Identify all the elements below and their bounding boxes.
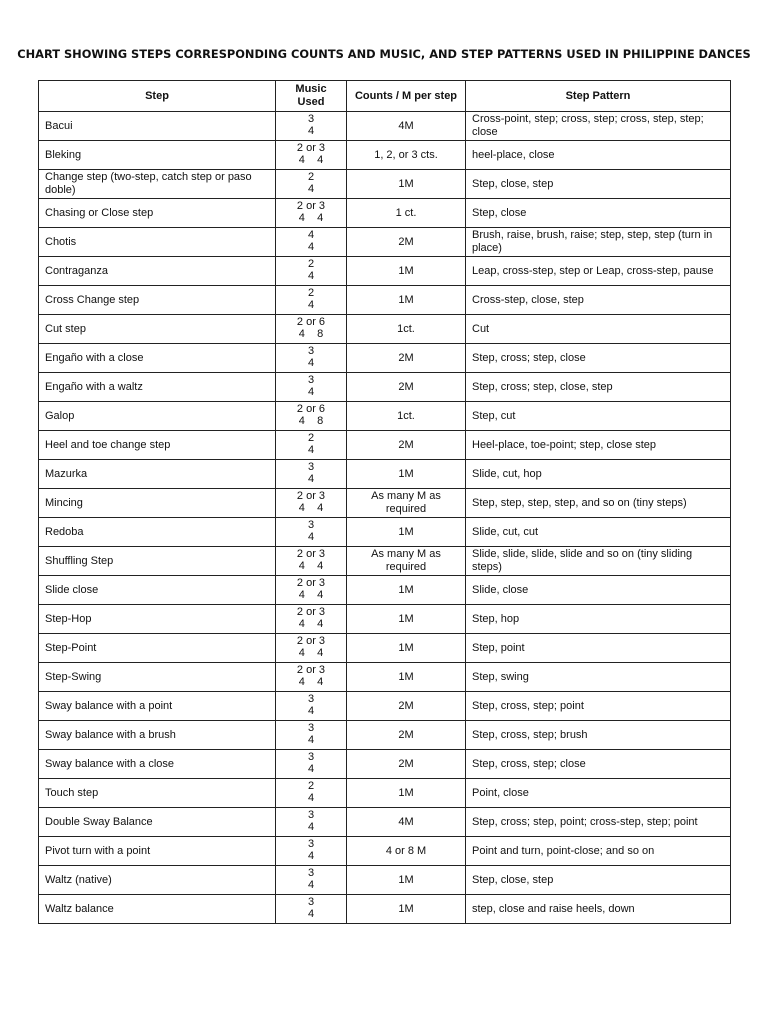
counts-cell: 1M [347,663,466,692]
page-title: CHART SHOWING STEPS CORRESPONDING COUNTS AND MUSIC, AND STEP PATTERNS USED IN PHILIPPINE DANCES [17,47,751,61]
music-used-cell [276,315,347,344]
time-signature-top: 2 [307,432,315,445]
table-row [39,431,731,460]
music-used-cell [276,547,347,576]
time-signature-top: 3 [307,722,315,735]
music-used-cell [276,895,347,924]
table-row [39,315,731,344]
table-row [39,808,731,837]
table-row [39,721,731,750]
time-signature-top: 2 or 6 [296,316,326,329]
table-row [39,460,731,489]
step-pattern-cell: Point, close [466,779,731,808]
step-pattern-cell: Slide, slide, slide, slide and so on (tiny sliding steps) [466,547,731,576]
time-signature-bottom: 4 [307,443,315,456]
time-signature-top: 2 or 3 [296,577,326,590]
time-signature-top: 2 [307,287,315,300]
time-signature [308,462,314,485]
step-pattern-cell: Step, step, step, step, and so on (tiny steps) [466,489,731,518]
header-music-line2: Used [297,96,325,108]
time-signature-bottom: 4 [307,878,315,891]
step-name-cell: Cross Change step [39,286,276,315]
table-row [39,489,731,518]
music-used-cell [276,779,347,808]
step-name-cell: Waltz (native) [39,866,276,895]
step-name-cell: Chasing or Close step [39,199,276,228]
time-signature [297,665,325,688]
table-row [39,344,731,373]
table-row [39,228,731,257]
table-row [39,750,731,779]
time-signature-top: 3 [307,809,315,822]
music-used-cell [276,634,347,663]
step-pattern-cell: Step, cross, step; close [466,750,731,779]
header-music-line1: Music [295,83,327,95]
step-name-cell: Engaño with a close [39,344,276,373]
header-step-pattern: Step Pattern [466,81,731,112]
time-signature [308,375,314,398]
music-used-cell [276,837,347,866]
step-pattern-cell: Slide, close [466,576,731,605]
step-pattern-cell: Brush, raise, brush, raise; step, step, step (turn in place) [466,228,731,257]
time-signature-bottom: 4 4 [298,153,324,166]
time-signature-top: 2 [307,780,315,793]
time-signature [308,259,314,282]
time-signature-bottom: 4 [307,182,315,195]
table-row [39,112,731,141]
step-pattern-cell: Cross-point, step; cross, step; cross, step, step; close [466,112,731,141]
time-signature-bottom: 4 4 [298,617,324,630]
time-signature-top: 3 [307,374,315,387]
time-signature-top: 2 or 3 [296,200,326,213]
step-name-cell: Engaño with a waltz [39,373,276,402]
time-signature [308,520,314,543]
counts-cell: 4 or 8 M [347,837,466,866]
table-row [39,895,731,924]
step-name-cell: Redoba [39,518,276,547]
step-name-cell: Galop [39,402,276,431]
table-row [39,837,731,866]
step-pattern-cell: Step, point [466,634,731,663]
time-signature-bottom: 4 4 [298,646,324,659]
table-row [39,663,731,692]
counts-cell: 1M [347,460,466,489]
time-signature-top: 4 [307,229,315,242]
step-name-cell: Heel and toe change step [39,431,276,460]
time-signature [297,549,325,572]
counts-cell: 2M [347,344,466,373]
steps-table [38,80,731,924]
step-pattern-cell: Step, close [466,199,731,228]
time-signature-top: 3 [307,867,315,880]
time-signature-top: 3 [307,693,315,706]
time-signature [297,578,325,601]
step-name-cell: Sway balance with a close [39,750,276,779]
step-pattern-cell: Step, cross, step; point [466,692,731,721]
time-signature-bottom: 4 4 [298,675,324,688]
counts-cell: 2M [347,692,466,721]
counts-cell: 1ct. [347,402,466,431]
counts-cell: 1M [347,576,466,605]
step-pattern-cell: heel-place, close [466,141,731,170]
step-name-cell: Bacui [39,112,276,141]
counts-cell: 1M [347,286,466,315]
counts-cell: 4M [347,808,466,837]
counts-cell: 1M [347,605,466,634]
time-signature-bottom: 4 8 [298,327,324,340]
table-body [39,112,731,924]
time-signature [297,143,325,166]
time-signature-top: 3 [307,838,315,851]
step-name-cell: Pivot turn with a point [39,837,276,866]
counts-cell: 2M [347,431,466,460]
time-signature-top: 3 [307,345,315,358]
counts-cell: 4M [347,112,466,141]
time-signature [297,491,325,514]
table-row [39,402,731,431]
time-signature [297,607,325,630]
time-signature-bottom: 4 4 [298,501,324,514]
time-signature-top: 2 or 3 [296,490,326,503]
header-counts: Counts / M per step [347,81,466,112]
table-row [39,257,731,286]
step-pattern-cell: Step, close, step [466,170,731,199]
table-row [39,373,731,402]
header-step: Step [39,81,276,112]
step-name-cell: Slide close [39,576,276,605]
table-row [39,199,731,228]
table-row [39,547,731,576]
step-pattern-cell: Step, hop [466,605,731,634]
counts-cell: 2M [347,721,466,750]
table-row [39,692,731,721]
step-pattern-cell: Step, swing [466,663,731,692]
step-name-cell: Step-Swing [39,663,276,692]
music-used-cell [276,112,347,141]
step-name-cell: Chotis [39,228,276,257]
table-row [39,779,731,808]
time-signature-bottom: 4 [307,530,315,543]
table-row [39,576,731,605]
step-name-cell: Mazurka [39,460,276,489]
time-signature-bottom: 4 [307,385,315,398]
music-used-cell [276,663,347,692]
step-name-cell: Cut step [39,315,276,344]
table-header-row [39,81,731,112]
time-signature [308,781,314,804]
time-signature-bottom: 4 4 [298,559,324,572]
step-name-cell: Waltz balance [39,895,276,924]
time-signature-top: 2 or 3 [296,635,326,648]
step-pattern-cell: Point and turn, point-close; and so on [466,837,731,866]
time-signature-bottom: 4 4 [298,211,324,224]
time-signature [308,897,314,920]
time-signature-top: 2 or 3 [296,664,326,677]
step-name-cell: Contraganza [39,257,276,286]
step-name-cell: Step-Hop [39,605,276,634]
time-signature-top: 2 or 3 [296,606,326,619]
time-signature-top: 3 [307,113,315,126]
time-signature [308,868,314,891]
time-signature-top: 3 [307,896,315,909]
time-signature-top: 3 [307,519,315,532]
time-signature [308,346,314,369]
time-signature-bottom: 4 [307,124,315,137]
time-signature-top: 2 or 3 [296,548,326,561]
counts-cell: 1M [347,170,466,199]
music-used-cell [276,750,347,779]
header-music-used [276,81,347,112]
table-row [39,866,731,895]
counts-cell: 2M [347,750,466,779]
counts-cell: 1ct. [347,315,466,344]
music-used-cell [276,199,347,228]
step-pattern-cell: Step, cross, step; brush [466,721,731,750]
time-signature [308,114,314,137]
table-row [39,286,731,315]
step-pattern-cell: Cross-step, close, step [466,286,731,315]
time-signature [308,752,314,775]
step-pattern-cell: Slide, cut, cut [466,518,731,547]
time-signature-bottom: 4 [307,269,315,282]
music-used-cell [276,344,347,373]
counts-cell: 1, 2, or 3 cts. [347,141,466,170]
time-signature-bottom: 4 [307,849,315,862]
time-signature-bottom: 4 [307,298,315,311]
music-used-cell [276,866,347,895]
time-signature-top: 2 or 3 [296,142,326,155]
step-pattern-cell: Step, cross; step, point; cross-step, step; point [466,808,731,837]
time-signature-top: 3 [307,461,315,474]
counts-cell: 1M [347,866,466,895]
counts-cell: As many M as required [347,547,466,576]
time-signature-bottom: 4 [307,762,315,775]
time-signature [308,810,314,833]
time-signature-bottom: 4 [307,240,315,253]
table-row [39,170,731,199]
music-used-cell [276,431,347,460]
time-signature [308,288,314,311]
time-signature-bottom: 4 [307,907,315,920]
time-signature-bottom: 4 [307,472,315,485]
music-used-cell [276,402,347,431]
music-used-cell [276,489,347,518]
table-row [39,634,731,663]
music-used-cell [276,692,347,721]
music-used-cell [276,141,347,170]
counts-cell: 1M [347,634,466,663]
step-name-cell: Touch step [39,779,276,808]
step-pattern-cell: Cut [466,315,731,344]
time-signature [308,433,314,456]
music-used-cell [276,228,347,257]
counts-cell: 1M [347,518,466,547]
music-used-cell [276,808,347,837]
step-pattern-cell: Step, cross; step, close [466,344,731,373]
time-signature [308,694,314,717]
counts-cell: 1M [347,257,466,286]
time-signature [308,839,314,862]
counts-cell: 2M [347,373,466,402]
step-name-cell: Shuffling Step [39,547,276,576]
time-signature [308,230,314,253]
time-signature-top: 3 [307,751,315,764]
time-signature-top: 2 [307,171,315,184]
step-pattern-cell: Step, cut [466,402,731,431]
music-used-cell [276,373,347,402]
music-used-cell [276,605,347,634]
step-pattern-cell: Leap, cross-step, step or Leap, cross-step, pause [466,257,731,286]
counts-cell: As many M as required [347,489,466,518]
time-signature-top: 2 [307,258,315,271]
time-signature-bottom: 4 4 [298,588,324,601]
time-signature-bottom: 4 [307,791,315,804]
music-used-cell [276,576,347,605]
table-row [39,605,731,634]
music-used-cell [276,257,347,286]
table-row [39,518,731,547]
time-signature [308,172,314,195]
music-used-cell [276,460,347,489]
time-signature-bottom: 4 [307,820,315,833]
music-used-cell [276,286,347,315]
step-pattern-cell: Heel-place, toe-point; step, close step [466,431,731,460]
step-name-cell: Sway balance with a brush [39,721,276,750]
time-signature-bottom: 4 8 [298,414,324,427]
counts-cell: 1M [347,779,466,808]
time-signature-top: 2 or 6 [296,403,326,416]
step-pattern-cell: Step, close, step [466,866,731,895]
time-signature-bottom: 4 [307,733,315,746]
time-signature [297,201,325,224]
step-name-cell: Change step (two-step, catch step or paso doble) [39,170,276,199]
step-name-cell: Bleking [39,141,276,170]
counts-cell: 1 ct. [347,199,466,228]
time-signature-bottom: 4 [307,704,315,717]
music-used-cell [276,721,347,750]
step-name-cell: Step-Point [39,634,276,663]
step-name-cell: Mincing [39,489,276,518]
counts-cell: 1M [347,895,466,924]
music-used-cell [276,518,347,547]
time-signature [297,404,325,427]
time-signature [308,723,314,746]
step-pattern-cell: Slide, cut, hop [466,460,731,489]
step-pattern-cell: step, close and raise heels, down [466,895,731,924]
step-name-cell: Double Sway Balance [39,808,276,837]
step-name-cell: Sway balance with a point [39,692,276,721]
music-used-cell [276,170,347,199]
step-pattern-cell: Step, cross; step, close, step [466,373,731,402]
table-row [39,141,731,170]
time-signature [297,636,325,659]
counts-cell: 2M [347,228,466,257]
time-signature [297,317,325,340]
time-signature-bottom: 4 [307,356,315,369]
